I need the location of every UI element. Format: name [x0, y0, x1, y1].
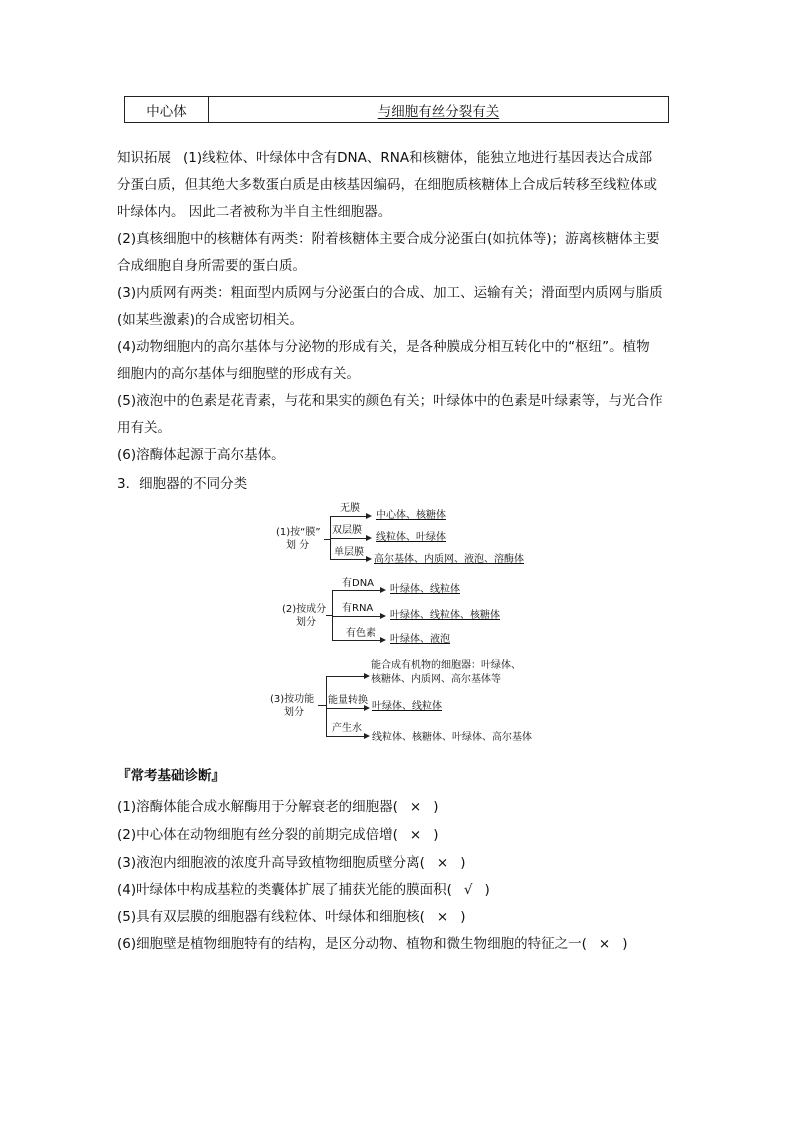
- diagram-function: [268, 656, 538, 748]
- bracket-line: [326, 676, 327, 736]
- branch-label: 能量转换: [328, 695, 368, 706]
- knowledge-line-1: 知识拓展 (1)线粒体、叶绿体中含有DNA、RNA和核糖体，能独立地进行基因表达合成部: [117, 150, 653, 166]
- diagram-root: (3)按功能: [270, 694, 315, 705]
- knowledge-line-12: (6)溶酶体起源于高尔基体。: [117, 447, 285, 463]
- branch-result: 高尔基体、内质网、液泡、溶酶体: [374, 554, 524, 565]
- branch-label: 有DNA: [342, 578, 375, 589]
- branch-line: [326, 708, 364, 709]
- branch-result: 中心体、核糖体: [376, 510, 446, 521]
- check-mark: √: [463, 882, 473, 898]
- knowledge-line-10: (5)液泡中的色素是花青素，与花和果实的颜色有关；叶绿体中的色素是叶绿素等，与光合作: [117, 393, 663, 409]
- arrow-icon: [380, 587, 386, 593]
- diagnosis-item-5: (5)具有双层膜的细胞器有线粒体、叶绿体和细胞核( × ): [117, 909, 466, 925]
- arrow-icon: [364, 705, 370, 711]
- diagram-membrane: [270, 500, 530, 570]
- knowledge-line-7: (如某些激素)的合成密切相关。: [117, 312, 304, 328]
- knowledge-line-3: 叶绿体内。 因此二者被称为半自主性细胞器。: [117, 204, 392, 220]
- branch-label: 有色素: [346, 628, 376, 639]
- info-table-row: [124, 96, 669, 123]
- branch-label: 单层膜: [334, 547, 364, 558]
- cross-mark: ×: [598, 936, 611, 952]
- branch-result: 线粒体、叶绿体: [376, 532, 446, 543]
- arrow-icon: [364, 733, 370, 739]
- diagram-composition: [280, 576, 530, 646]
- bracket-line: [332, 590, 333, 640]
- branch-line: [332, 616, 380, 617]
- branch-line: [332, 590, 380, 591]
- branch-line: [330, 538, 366, 539]
- branch-result: 叶绿体、线粒体: [372, 701, 442, 712]
- branch-line: [330, 516, 366, 517]
- diagnosis-item-2: (2)中心体在动物细胞有丝分裂的前期完成倍增( × ): [117, 827, 439, 843]
- diagram-root: 划分: [296, 617, 316, 628]
- branch-label: 有RNA: [342, 603, 374, 614]
- knowledge-line-2: 分蛋白质，但其绝大多数蛋白质是由核基因编码，在细胞质核糖体上合成后转移至线粒体或: [117, 177, 657, 193]
- cross-mark: ×: [436, 909, 449, 925]
- knowledge-line-5: 合成细胞自身所需要的蛋白质。: [117, 258, 306, 274]
- branch-result: 叶绿体、线粒体、核糖体: [390, 610, 500, 621]
- diagnosis-item-3: (3)液泡内细胞液的浓度升高导致植物细胞质壁分离( × ): [117, 855, 466, 871]
- arrow-icon: [366, 535, 372, 541]
- cross-mark: ×: [409, 827, 422, 843]
- cross-mark: ×: [409, 799, 422, 815]
- knowledge-line-8: (4)动物细胞内的高尔基体与分泌物的形成有关，是各种膜成分相互转化中的“枢纽”。植物: [117, 339, 650, 355]
- connector-line: [318, 705, 326, 706]
- arrow-icon: [366, 513, 372, 519]
- arrow-icon: [364, 673, 370, 679]
- branch-result: 叶绿体、液泡: [390, 634, 450, 645]
- branch-label: 产生水: [332, 723, 362, 734]
- table-cell-function: 与细胞有丝分裂有关: [377, 103, 500, 120]
- branch-result: 线粒体、核糖体、叶绿体、高尔基体: [372, 732, 532, 743]
- diagnosis-item-6: (6)细胞壁是植物细胞特有的结构，是区分动物、植物和微生物细胞的特征之一( × ): [117, 936, 628, 952]
- branch-line: [326, 676, 364, 677]
- branch-line: [330, 559, 366, 560]
- arrow-icon: [380, 637, 386, 643]
- knowledge-line-11: 用有关。: [117, 420, 171, 436]
- diagnosis-item-4: (4)叶绿体中构成基粒的类囊体扩展了捕获光能的膜面积( √ ): [117, 882, 490, 898]
- branch-line: [332, 640, 380, 641]
- table-cell-organelle: 中心体: [125, 97, 209, 122]
- branch-result: 核糖体、内质网、高尔基体等: [371, 674, 501, 685]
- branch-label: 双层膜: [332, 525, 362, 536]
- diagnosis-item-1: (1)溶酶体能合成水解酶用于分解衰老的细胞器( × ): [117, 799, 439, 815]
- branch-result: 叶绿体、线粒体: [390, 584, 460, 595]
- arrow-icon: [366, 556, 372, 562]
- diagnosis-title: 『常考基础诊断』: [117, 768, 225, 784]
- branch-line: [326, 736, 364, 737]
- knowledge-line-9: 细胞内的高尔基体与细胞壁的形成有关。: [117, 366, 360, 382]
- knowledge-line-4: (2)真核细胞中的核糖体有两类：附着核糖体主要合成分泌蛋白(如抗体等)；游离核糖体主要: [117, 231, 660, 247]
- knowledge-line-6: (3)内质网有两类：粗面型内质网与分泌蛋白的合成、加工、运输有关；滑面型内质网与脂质: [117, 285, 663, 301]
- diagram-root: 划分: [284, 707, 304, 718]
- diagram-root: 划 分: [286, 540, 310, 551]
- branch-label: 无膜: [340, 503, 360, 514]
- knowledge-label: 知识拓展: [117, 150, 171, 166]
- diagram-root: (1)按“膜”: [276, 527, 321, 538]
- arrow-icon: [380, 613, 386, 619]
- diagram-root: (2)按成分: [282, 604, 327, 615]
- branch-result: 能合成有机物的细胞器：叶绿体、: [371, 660, 521, 671]
- cross-mark: ×: [436, 855, 449, 871]
- section-3-title: 3．细胞器的不同分类: [117, 476, 248, 492]
